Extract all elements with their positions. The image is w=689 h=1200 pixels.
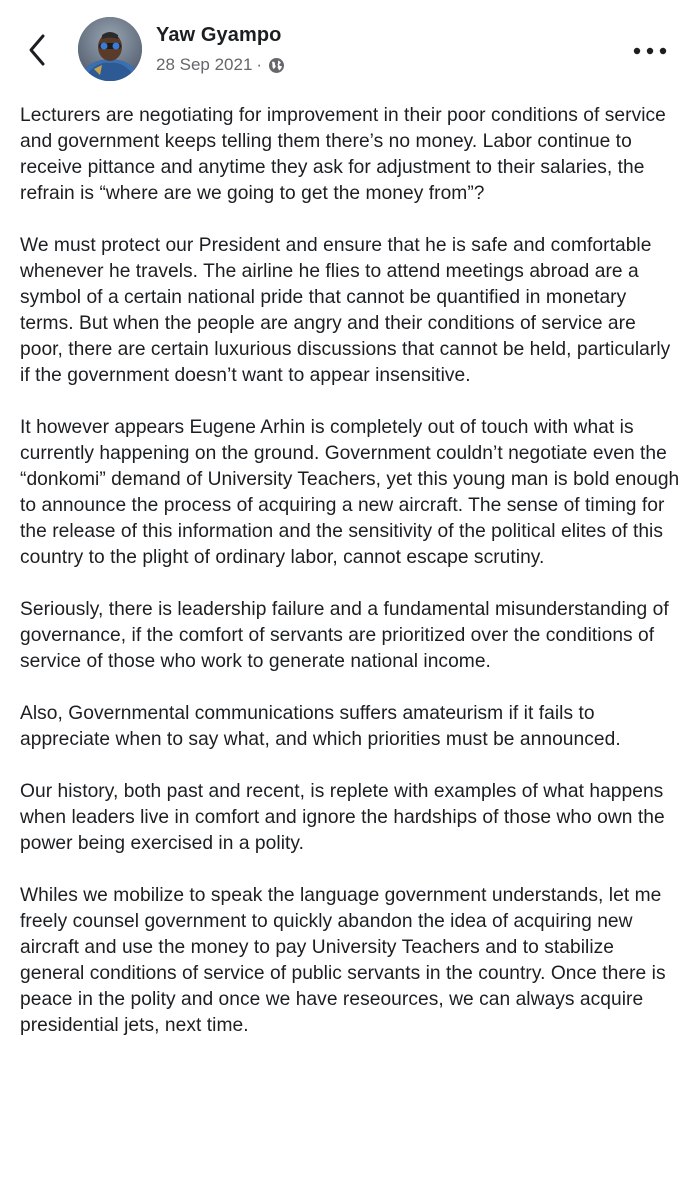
post-header — [0, 0, 689, 100]
post-paragraph: It however appears Eugene Arhin is completely out of touch with what is currently happening on the ground. Government couldn’t negotiate even the “donkomi” demand of University Teachers, yet this young man is bold enough to announce the process of acquiring a new aircraft. The sense of timing for the release of this information and the sensitivity of the political elites of this country to the plight of ordinary labor, cannot escape scrutiny. — [20, 417, 680, 568]
back-button[interactable] — [22, 30, 54, 70]
post-meta — [156, 55, 285, 75]
more-options-button[interactable] — [632, 44, 668, 58]
globe-icon — [268, 57, 285, 74]
post-paragraph: Also, Governmental communications suffers amateurism if it fails to appreciate when to say what, and which priorities must be announced. — [20, 703, 621, 750]
post-date[interactable]: 28 Sep 2021 — [156, 55, 253, 74]
post-paragraph: Lecturers are negotiating for improvement in their poor conditions of service and government keeps telling them there’s no money. Labor continue to receive pittance and anytime they ask for adjustment to their salaries, the refrain is “where are we going to get the money from”? — [20, 105, 666, 204]
avatar-photo — [78, 17, 142, 81]
post-paragraph: We must protect our President and ensure that he is safe and comfortable whenever he travels. The airline he flies to attend meetings abroad are a symbol of a certain national pride that cannot be quantified in monetary terms. But when the people are angry and their conditions of service are poor, there are certain luxurious discussions that cannot be held, particularly if the government doesn’t want to appear insensitive. — [20, 235, 671, 386]
author-avatar[interactable] — [78, 17, 142, 81]
post-paragraph: Our history, both past and recent, is replete with examples of what happens when leaders live in comfort and ignore the hardships of those who own the power being exercised in a polity. — [20, 781, 665, 854]
post-paragraph: Whiles we mobilize to speak the language government understands, let me freely counsel government to quickly abandon the idea of acquiring new aircraft and use the money to pay University Teachers and to stabilize general conditions of service of public servants in the country. Once there is peace in the polity and once we have reseources, we can always acquire presidential jets, next time. — [20, 885, 666, 1036]
more-horizontal-icon — [632, 44, 668, 58]
post-paragraph: Seriously, there is leadership failure and a fundamental misunderstanding of governance, if the comfort of servants are prioritized over the conditions of service of those who work to generate national income. — [20, 599, 669, 672]
chevron-left-icon — [22, 30, 54, 70]
author-name[interactable]: Yaw Gyampo — [156, 24, 282, 46]
post-body — [20, 103, 680, 1039]
meta-separator: · — [256, 55, 263, 74]
